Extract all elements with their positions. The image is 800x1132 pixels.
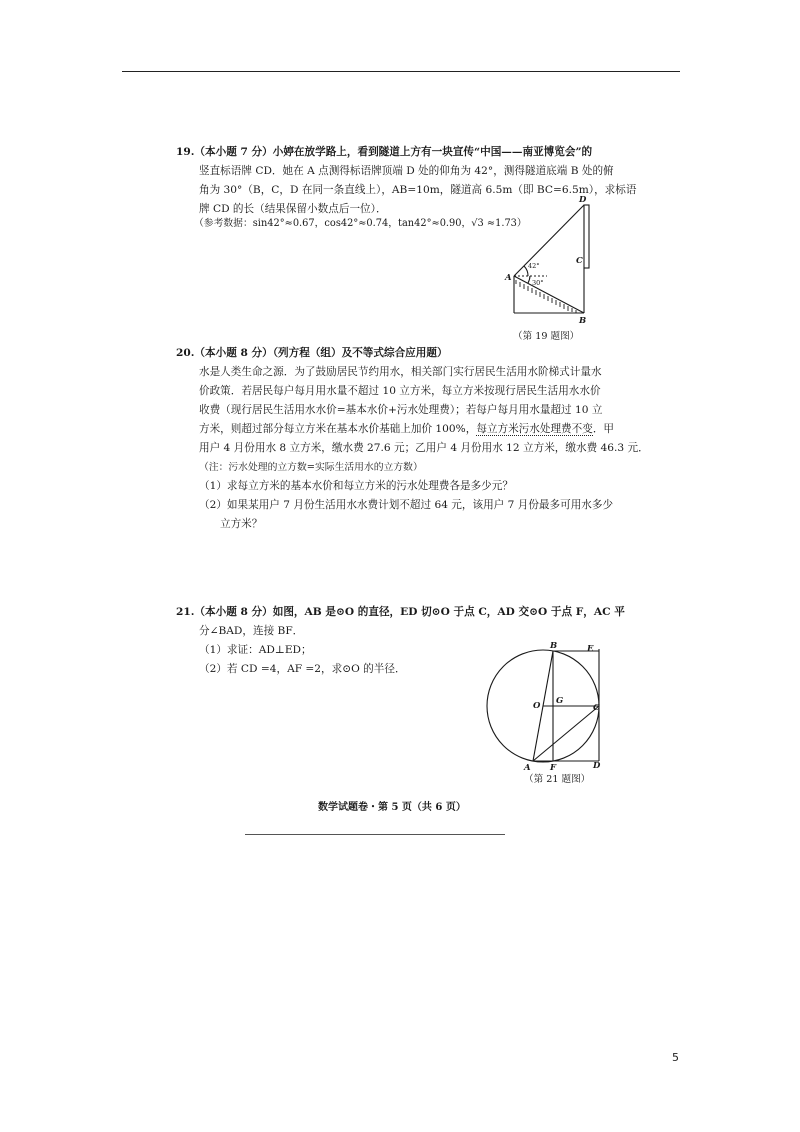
q20-part-1: （1）求每立方米的基本水价和每立方米的污水处理费各是多少元？ bbox=[199, 480, 513, 492]
q19-reference-data: （参考数据：sin42°≈0.67，cos42°≈0.74，tan42°≈0.90，√3 ≈1.73） bbox=[194, 218, 527, 229]
top-rule bbox=[122, 71, 680, 72]
label-f: F bbox=[550, 763, 557, 773]
figure-21 bbox=[480, 640, 610, 780]
q20-part-2-cont: 立方米？ bbox=[220, 518, 263, 530]
line-ac bbox=[533, 706, 599, 761]
q21-line-1: 21.（本小题 8 分）如图，AB 是⊙O 的直径，ED 切⊙O 于点 C，AD 交⊙O 于点 F，AC 平 bbox=[176, 606, 625, 618]
q20-line-1: 20.（本小题 8 分）（列方程（组）及不等式综合应用题） bbox=[176, 347, 448, 359]
q19-line-4: 牌 CD 的长（结果保留小数点后一位）． bbox=[199, 203, 387, 215]
q20-part-2: （2）如果某用户 7 月份生活用水水费计划不超过 64 元，该用户 7 月份最多可用水多少 bbox=[199, 499, 614, 511]
q20-line-5 bbox=[199, 420, 614, 439]
label-o: O bbox=[533, 701, 541, 711]
q20-line-6: 用户 4 月份用水 8 立方米，缴水费 27.6 元；乙用户 4 月份用水 12 立方米，缴水费 46.3 元． bbox=[199, 442, 649, 454]
q20-line-3: 价政策．若居民每户每月用水量不超过 10 立方米，每立方米按现行居民生活用水水价 bbox=[199, 385, 601, 397]
q20-line-5-end: ．甲 bbox=[592, 423, 615, 435]
figure-21-caption: （第 21 题图） bbox=[524, 774, 591, 785]
hatching bbox=[516, 280, 576, 313]
q19-line-1: 19.（本小题 7 分）小婷在放学路上，看到隧道上方有一块宣传“中国——南亚博览会”的 bbox=[176, 146, 593, 158]
label-d: D bbox=[579, 195, 587, 205]
q21-line-2: 分∠BAD，连接 BF． bbox=[199, 625, 304, 637]
label-a: A bbox=[505, 273, 512, 283]
q20-line-2: 水是人类生命之源．为了鼓励居民节约用水，相关部门实行居民生活用水阶梯式计量水 bbox=[199, 366, 602, 378]
label-angle-42: 42° bbox=[528, 262, 540, 270]
q19-line-2: 竖直标语牌 CD．她在 A 点测得标语牌顶端 D 处的仰角为 42°，测得隧道底端 B 处的俯 bbox=[199, 165, 614, 177]
label-c: C bbox=[593, 703, 600, 713]
page-number: 5 bbox=[672, 1051, 679, 1064]
label-e: E bbox=[587, 644, 594, 654]
label-angle-30: 30° bbox=[532, 279, 544, 287]
label-g: G bbox=[556, 696, 564, 706]
line-ad bbox=[514, 205, 584, 276]
label-d: D bbox=[593, 761, 601, 771]
line-ab bbox=[514, 276, 584, 313]
q20-note: （注：污水处理的立方数=实际生活用水的立方数） bbox=[199, 462, 423, 473]
sign-board-cd bbox=[584, 205, 589, 268]
label-a: A bbox=[524, 763, 531, 773]
q21-part-1: （1）求证：AD⊥ED； bbox=[199, 644, 312, 656]
bottom-rule bbox=[245, 834, 505, 835]
q21-part-2: （2）若 CD =4，AF =2，求⊙O 的半径． bbox=[199, 663, 406, 675]
page-footer: 数学试题卷・第 5 页（共 6 页） bbox=[318, 802, 466, 813]
figure-19-caption: （第 19 题图） bbox=[513, 331, 580, 342]
label-b: B bbox=[579, 316, 587, 326]
label-b: B bbox=[550, 641, 558, 651]
angle-arc-30 bbox=[528, 276, 530, 283]
q20-emphasis: 每立方米污水处理费不变 bbox=[476, 423, 593, 435]
figure-19 bbox=[500, 192, 610, 332]
q20-line-5-text: 方米，则超过部分每立方米在基本水价基础上加价 100%， bbox=[199, 423, 477, 435]
q19-line-3: 角为 30°（B，C，D 在同一条直线上），AB=10m，隧道高 6.5m（即 BC=6.5m），求标语 bbox=[199, 184, 637, 196]
q20-line-4: 收费（现行居民生活用水水价=基本水价+污水处理费）；若每户每月用水量超过 10 立 bbox=[199, 404, 603, 416]
label-c: C bbox=[576, 256, 583, 266]
